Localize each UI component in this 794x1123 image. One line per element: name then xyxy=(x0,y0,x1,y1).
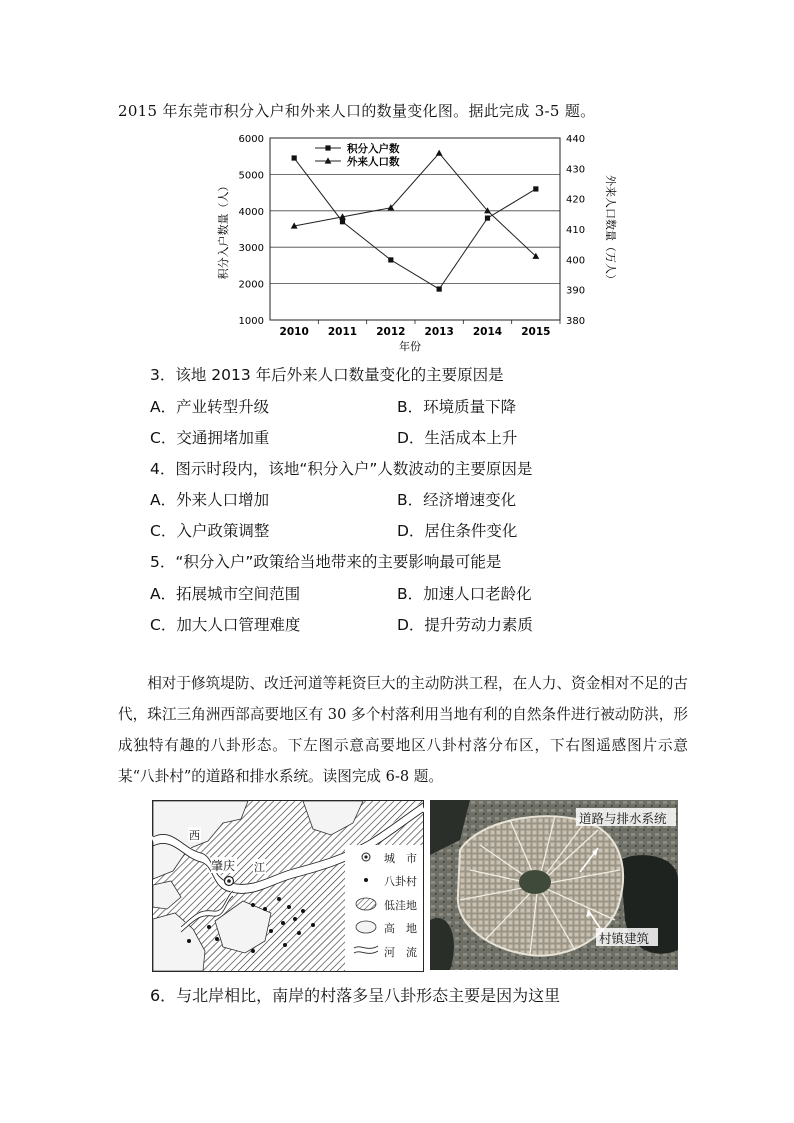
y-axis-label-left: 积分入户数量（人） xyxy=(217,180,230,280)
point-marker xyxy=(533,186,538,191)
y-tick-right: 410 xyxy=(566,225,586,236)
passage-text: 相对于修筑堤防、改迁河道等耗资巨大的主动防洪工程，在人力、资金相对不足的古代，珠江三角洲西部高要地区有 30 多个村落利用当地有利的自然条件进行被动防洪，形成独特有趣的八卦形态。下左图示意高要地区八卦村落分布区，下右图遥感图片示意某“八卦村”的道路和排水系统。读图完成 6-8 题。 xyxy=(118,675,688,785)
intro-text: 2015 年东莞市积分入户和外来人口的数量变化图。据此完成 3-5 题。 xyxy=(118,102,596,120)
x-tick-label: 2015 xyxy=(521,326,551,338)
question-5-option-b[interactable]: B．加速人口老龄化 xyxy=(397,585,532,603)
x-axis-label: 年份 xyxy=(399,340,421,353)
passage xyxy=(118,668,688,792)
question-4-option-d[interactable]: D．居住条件变化 xyxy=(397,522,518,540)
y-tick-left: 5000 xyxy=(238,170,264,182)
question-5-option-a[interactable]: A．拓展城市空间范围 xyxy=(150,585,301,603)
y-tick-right: 380 xyxy=(566,316,586,327)
city-label: 肇庆 xyxy=(211,859,236,873)
question-5-option-d[interactable]: D．提升劳动力素质 xyxy=(397,616,533,634)
y-tick-left: 3000 xyxy=(238,243,264,255)
series-line-2 xyxy=(294,153,536,256)
question-5-stem: 5．“积分入户”政策给当地带来的主要影响最可能是 xyxy=(150,553,502,571)
y-tick-right: 400 xyxy=(566,255,586,267)
legend-lowland: 低洼地 xyxy=(384,899,417,912)
y-tick-right: 420 xyxy=(566,194,586,206)
question-3-option-a[interactable]: A．产业转型升级 xyxy=(150,398,270,416)
plot-frame xyxy=(270,138,560,320)
question-4-stem: 4．图示时段内，该地“积分入户”人数波动的主要原因是 xyxy=(150,460,533,478)
y-tick-right: 440 xyxy=(566,134,586,145)
point-marker xyxy=(436,150,443,156)
point-marker xyxy=(388,257,393,262)
line-chart xyxy=(215,130,615,360)
question-5-option-c[interactable]: C．加大人口管理难度 xyxy=(150,616,301,634)
legend-river: 河 流 xyxy=(384,946,417,959)
x-tick-label: 2012 xyxy=(376,326,406,338)
question-6-stem: 6．与北岸相比，南岸的村落多呈八卦形态主要是因为这里 xyxy=(150,986,561,1005)
series-line-1 xyxy=(294,158,536,289)
remote-sensing-image xyxy=(430,800,678,970)
question-4-option-c[interactable]: C．入户政策调整 xyxy=(150,522,270,540)
photo-label-buildings: 村镇建筑 xyxy=(599,931,650,946)
y-tick-left: 6000 xyxy=(238,134,264,145)
y-tick-left: 4000 xyxy=(238,206,264,218)
legend-label: 积分入户数 xyxy=(347,143,400,155)
chart-grid xyxy=(270,174,560,283)
y-tick-right: 430 xyxy=(566,164,586,176)
chart-axes xyxy=(239,134,586,338)
x-tick-label: 2010 xyxy=(279,326,309,338)
question-3-option-c[interactable]: C．交通拥堵加重 xyxy=(150,429,270,447)
photo-label-roads: 道路与排水系统 xyxy=(579,811,667,826)
question-4-option-a[interactable]: A．外来人口增加 xyxy=(150,491,270,509)
y-tick-left: 2000 xyxy=(238,279,264,291)
point-marker xyxy=(437,286,442,291)
legend-label: 外来人口数 xyxy=(347,156,400,168)
river-label-1: 西 xyxy=(189,829,200,842)
river-label-2: 江 xyxy=(254,861,265,874)
point-marker xyxy=(340,219,345,224)
question-3-option-b[interactable]: B．环境质量下降 xyxy=(397,398,517,416)
y-tick-right: 390 xyxy=(566,285,586,297)
point-marker xyxy=(292,155,297,160)
x-tick-label: 2013 xyxy=(424,326,454,338)
question-3-option-d[interactable]: D．生活成本上升 xyxy=(397,429,518,447)
y-tick-left: 1000 xyxy=(238,316,264,327)
chart-legend xyxy=(315,142,400,168)
legend-marker xyxy=(325,145,330,150)
legend-village: 八卦村 xyxy=(384,875,417,888)
question-4-option-b[interactable]: B．经济增速变化 xyxy=(397,491,517,509)
chart-series xyxy=(291,150,539,292)
x-tick-label: 2011 xyxy=(327,326,358,338)
y-axis-label-right: 外来人口数量（万人） xyxy=(604,175,617,285)
point-marker xyxy=(485,215,490,220)
legend-city: 城 市 xyxy=(384,852,417,865)
question-3-stem: 3．该地 2013 年后外来人口数量变化的主要原因是 xyxy=(150,366,504,384)
legend-highland: 高 地 xyxy=(384,922,417,935)
x-tick-label: 2014 xyxy=(472,326,503,338)
